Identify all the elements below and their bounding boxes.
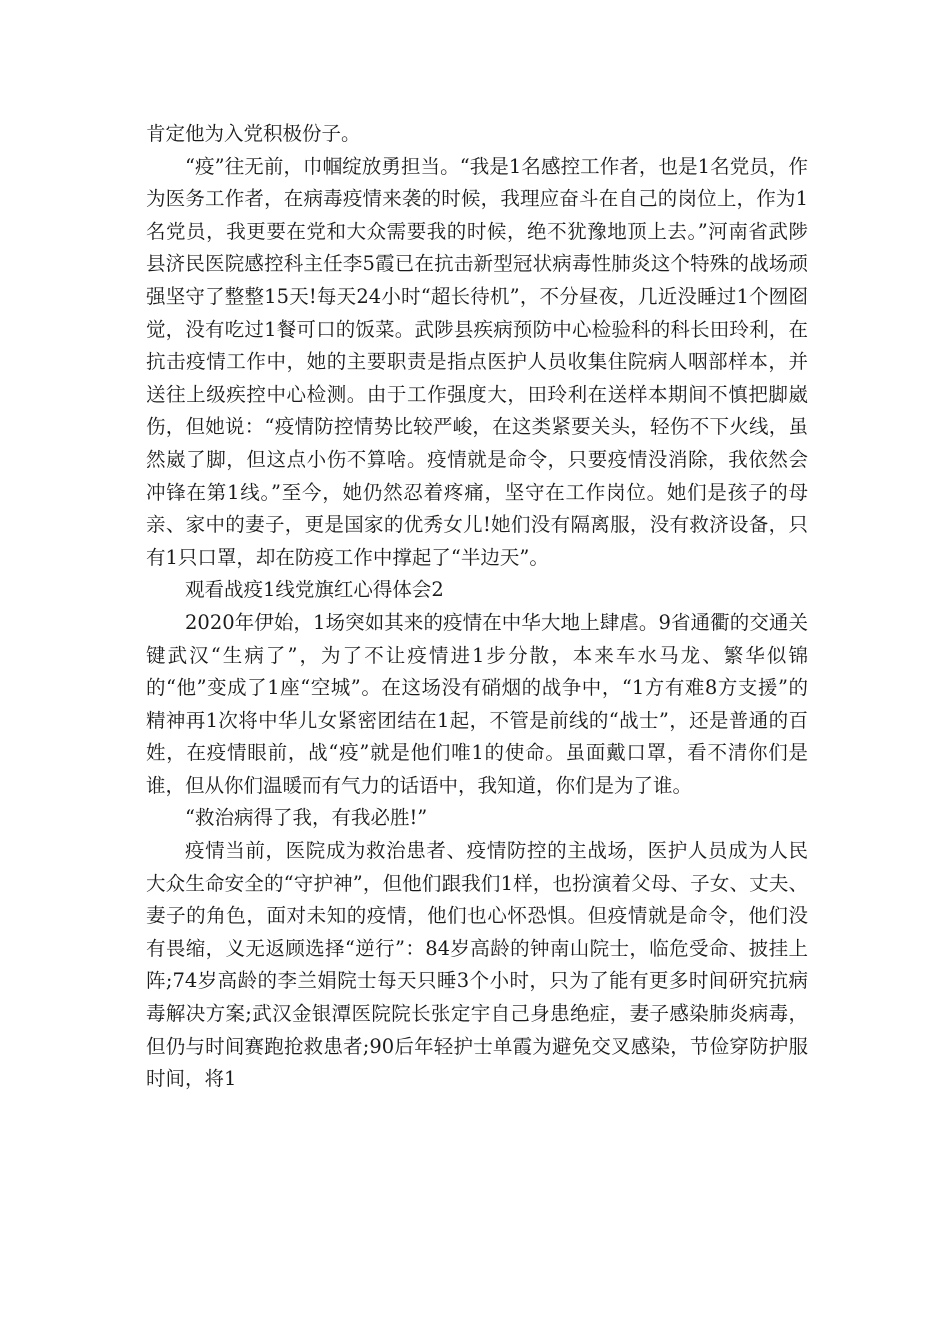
paragraph-4: 疫情当前，医院成为救治患者、疫情防控的主战场，医护人员成为人民大众生命安全的“守护神”，但他们跟我们1样，也扮演着父母、子女、丈夫、妻子的角色，面对未知的疫情，他们也心怀恐惧。但疫情就是命令，他们没有畏缩，义无返顾选择“逆行”：84岁高龄的钟南山院士，临危受命、披挂上阵;74岁高龄的李兰娟院士每天只睡3个小时，只为了能有更多时间研究抗病毒解决方案;武汉金银潭医院院长张定宇自己身患绝症，妻子感染肺炎病毒，但仍与时间赛跑抢救患者;90后年轻护士单霞为避免交叉感染，节俭穿防护服时间，将1 (146, 839, 808, 1091)
document-body (146, 118, 808, 1096)
paragraph-3: 2020年伊始，1场突如其来的疫情在中华大地上肆虐。9省通衢的交通关键武汉“生病了”，为了不让疫情进1步分散，本来车水马龙、繁华似锦的“他”变成了1座“空城”。在这场没有硝烟的战争中，“1方有难8方支援”的精神再1次将中华儿女紧密团结在1起，不管是前线的“战士”，还是普通的百姓，在疫情眼前，战“疫”就是他们唯1的使命。虽面戴口罩，看不清你们是谁，但从你们温暖而有气力的话语中，我知道，你们是为了谁。 (146, 610, 808, 797)
quote-line: “救治病得了我，有我必胜!” (185, 806, 428, 830)
section-heading: 观看战疫1线党旗红心得体会2 (185, 578, 444, 602)
paragraph-2: “疫”往无前，巾帼绽放勇担当。“我是1名感控工作者，也是1名党员，作为医务工作者，在病毒疫情来袭的时候，我理应奋斗在自己的岗位上，作为1名党员，我更要在党和大众需要我的时候，绝不犹豫地顶上去。”河南省武陟县济民医院感控科主任李5霞已在抗击新型冠状病毒性肺炎这个特殊的战场顽强坚守了整整15天!每天24小时“超长待机”，不分昼夜，几近没睡过1个囫囵觉，没有吃过1餐可口的饭菜。武陟县疾病预防中心检验科的科长田玲利，在抗击疫情工作中，她的主要职责是指点医护人员收集住院病人咽部样本，并送往上级疾控中心检测。由于工作强度大，田玲利在送样本期间不慎把脚崴伤，但她说：“疫情防控情势比较严峻，在这类紧要关头，轻伤不下火线，虽然崴了脚，但这点小伤不算啥。疫情就是命令，只要疫情没消除，我依然会冲锋在第1线。”至今，她仍然忍着疼痛，坚守在工作岗位。她们是孩子的母亲、家中的妻子，更是国家的优秀女儿!她们没有隔离服，没有救济设备，只有1只口罩，却在防疫工作中撑起了“半边天”。 (146, 154, 808, 569)
paragraph-1: 肯定他为入党积极份子。 (146, 122, 361, 145)
